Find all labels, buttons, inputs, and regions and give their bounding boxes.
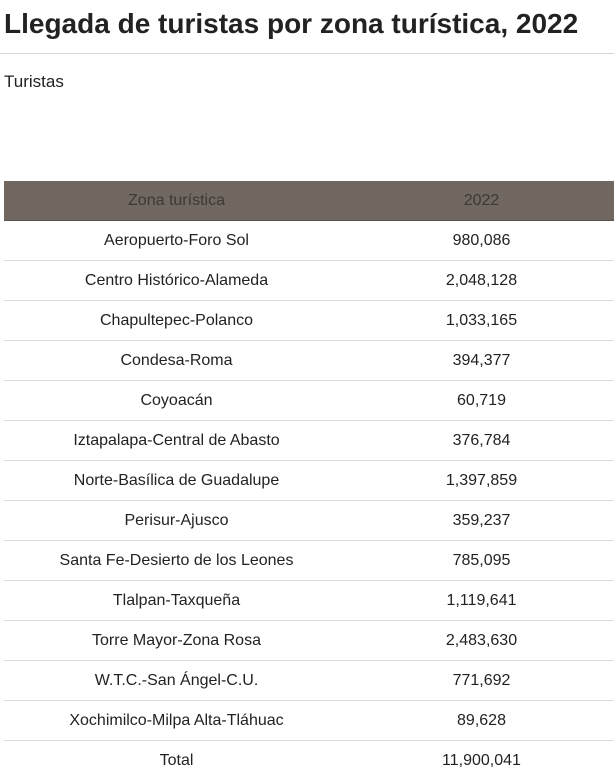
zone-name-cell: Torre Mayor-Zona Rosa [4,621,349,661]
table-row [4,701,614,741]
zone-name-cell: Iztapalapa-Central de Abasto [4,421,349,461]
zone-name-cell: W.T.C.-San Ángel-C.U. [4,661,349,701]
data-table-container [4,181,614,780]
table-row [4,541,614,581]
total-value: 11,900,041 [349,741,614,780]
zone-name-cell: Santa Fe-Desierto de los Leones [4,541,349,581]
zone-name-cell: Chapultepec-Polanco [4,301,349,341]
tourist-count-cell: 89,628 [349,701,614,741]
total-label: Total [4,741,349,780]
tourist-count-cell: 980,086 [349,221,614,261]
tourist-count-cell: 1,397,859 [349,461,614,501]
page-title: Llegada de turistas por zona turística, 2022 [4,4,612,44]
table-row [4,461,614,501]
table-row-total [4,741,614,780]
zone-name-cell: Aeropuerto-Foro Sol [4,221,349,261]
table-row [4,421,614,461]
tourist-arrivals-table [4,181,614,780]
chart-subtitle: Turistas [4,72,64,92]
table-row [4,581,614,621]
table-row [4,221,614,261]
table-row [4,381,614,421]
tourist-count-cell: 394,377 [349,341,614,381]
table-row [4,621,614,661]
tourist-count-cell: 771,692 [349,661,614,701]
tourist-count-cell: 785,095 [349,541,614,581]
zone-name-cell: Xochimilco-Milpa Alta-Tláhuac [4,701,349,741]
column-header-year: 2022 [349,181,614,221]
column-header-zona: Zona turística [4,181,349,221]
table-row [4,661,614,701]
table-row [4,341,614,381]
tourist-count-cell: 2,048,128 [349,261,614,301]
table-header [4,181,614,221]
tourist-count-cell: 359,237 [349,501,614,541]
tourist-count-cell: 2,483,630 [349,621,614,661]
table-row [4,501,614,541]
table-row [4,261,614,301]
header-row [4,181,614,221]
zone-name-cell: Norte-Basílica de Guadalupe [4,461,349,501]
table-body [4,221,614,780]
zone-name-cell: Tlalpan-Taxqueña [4,581,349,621]
tourist-count-cell: 1,033,165 [349,301,614,341]
zone-name-cell: Centro Histórico-Alameda [4,261,349,301]
zone-name-cell: Perisur-Ajusco [4,501,349,541]
tourist-count-cell: 60,719 [349,381,614,421]
table-row [4,301,614,341]
tourist-count-cell: 1,119,641 [349,581,614,621]
title-divider [0,53,614,54]
zone-name-cell: Coyoacán [4,381,349,421]
tourist-count-cell: 376,784 [349,421,614,461]
zone-name-cell: Condesa-Roma [4,341,349,381]
